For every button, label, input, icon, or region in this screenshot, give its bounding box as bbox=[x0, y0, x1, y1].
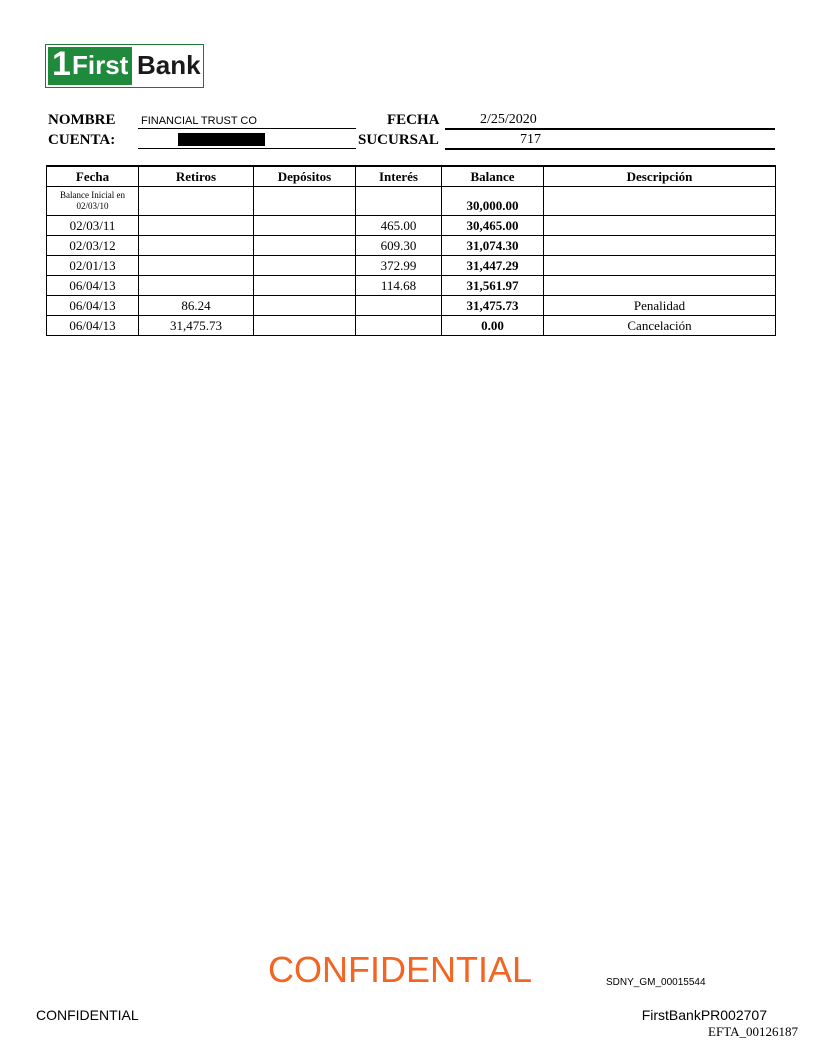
cell-interes: 114.68 bbox=[356, 276, 442, 296]
cell-descripcion bbox=[544, 187, 776, 216]
table-row bbox=[47, 216, 776, 236]
bates-firstbank: FirstBankPR002707 bbox=[641, 1007, 767, 1023]
cell-balance: 0.00 bbox=[442, 316, 544, 336]
logo-one: 1 bbox=[52, 45, 71, 83]
cell-interes: 465.00 bbox=[356, 216, 442, 236]
col-header-interes: Interés bbox=[356, 166, 442, 187]
cell-balance: 30,000.00 bbox=[442, 187, 544, 216]
col-header-balance: Balance bbox=[442, 166, 544, 187]
table-row bbox=[47, 256, 776, 276]
cell-fecha bbox=[47, 187, 139, 216]
cell-balance: 30,465.00 bbox=[442, 216, 544, 236]
table-header-row bbox=[47, 166, 776, 187]
cell-fecha-text: Balance Inicial en 02/03/10 bbox=[60, 190, 125, 211]
col-header-retiros: Retiros bbox=[139, 166, 254, 187]
cell-descripcion bbox=[544, 236, 776, 256]
table-row bbox=[47, 236, 776, 256]
cell-retiros: 31,475.73 bbox=[139, 316, 254, 336]
bates-efta: EFTA_00126187 bbox=[708, 1024, 798, 1039]
firstbank-logo bbox=[45, 44, 204, 88]
cell-interes bbox=[356, 187, 442, 216]
cell-depositos bbox=[254, 296, 356, 316]
cell-fecha: 02/01/13 bbox=[47, 256, 139, 276]
confidential-stamp: CONFIDENTIAL bbox=[268, 949, 533, 990]
table-row bbox=[47, 316, 776, 336]
logo-bank: Bank bbox=[137, 50, 201, 80]
cell-interes: 609.30 bbox=[356, 236, 442, 256]
cell-retiros: 86.24 bbox=[139, 296, 254, 316]
cell-depositos bbox=[254, 256, 356, 276]
cell-retiros bbox=[139, 256, 254, 276]
sucursal-value: 717 bbox=[520, 132, 541, 147]
cell-fecha: 02/03/12 bbox=[47, 236, 139, 256]
cell-retiros bbox=[139, 216, 254, 236]
cell-balance: 31,561.97 bbox=[442, 276, 544, 296]
cell-depositos bbox=[254, 216, 356, 236]
cell-retiros bbox=[139, 236, 254, 256]
cell-fecha: 06/04/13 bbox=[47, 316, 139, 336]
col-header-descripcion: Descripción bbox=[544, 166, 776, 187]
nombre-label: NOMBRE bbox=[48, 112, 116, 128]
cell-interes bbox=[356, 316, 442, 336]
fecha-label: FECHA bbox=[387, 112, 440, 128]
cell-depositos bbox=[254, 236, 356, 256]
fecha-value: 2/25/2020 bbox=[480, 112, 537, 127]
cell-balance: 31,447.29 bbox=[442, 256, 544, 276]
transactions-table bbox=[46, 165, 776, 336]
cell-balance: 31,475.73 bbox=[442, 296, 544, 316]
cell-fecha: 06/04/13 bbox=[47, 296, 139, 316]
cell-fecha: 02/03/11 bbox=[47, 216, 139, 236]
cuenta-underline bbox=[138, 148, 356, 149]
cell-descripcion: Cancelación bbox=[544, 316, 776, 336]
account-redaction-box bbox=[178, 133, 265, 146]
cell-balance: 31,074.30 bbox=[442, 236, 544, 256]
logo-first: First bbox=[72, 50, 129, 80]
cell-descripcion bbox=[544, 216, 776, 236]
nombre-value: FINANCIAL TRUST CO bbox=[141, 115, 257, 127]
cell-depositos bbox=[254, 187, 356, 216]
table-row bbox=[47, 276, 776, 296]
confidential-label: CONFIDENTIAL bbox=[36, 1007, 139, 1023]
cell-interes: 372.99 bbox=[356, 256, 442, 276]
table-row bbox=[47, 187, 776, 216]
cell-depositos bbox=[254, 276, 356, 296]
cell-descripcion bbox=[544, 276, 776, 296]
cell-depositos bbox=[254, 316, 356, 336]
cell-retiros bbox=[139, 187, 254, 216]
cuenta-label: CUENTA: bbox=[48, 132, 116, 148]
cell-descripcion: Penalidad bbox=[544, 296, 776, 316]
sucursal-underline bbox=[445, 148, 775, 150]
bates-sdny: SDNY_GM_00015544 bbox=[606, 977, 706, 988]
fecha-underline bbox=[445, 128, 775, 130]
cell-retiros bbox=[139, 276, 254, 296]
cell-fecha: 06/04/13 bbox=[47, 276, 139, 296]
cell-interes bbox=[356, 296, 442, 316]
sucursal-label: SUCURSAL bbox=[358, 132, 439, 148]
table-row bbox=[47, 296, 776, 316]
cell-descripcion bbox=[544, 256, 776, 276]
nombre-underline bbox=[138, 128, 356, 129]
col-header-fecha: Fecha bbox=[47, 166, 139, 187]
col-header-depositos: Depósitos bbox=[254, 166, 356, 187]
